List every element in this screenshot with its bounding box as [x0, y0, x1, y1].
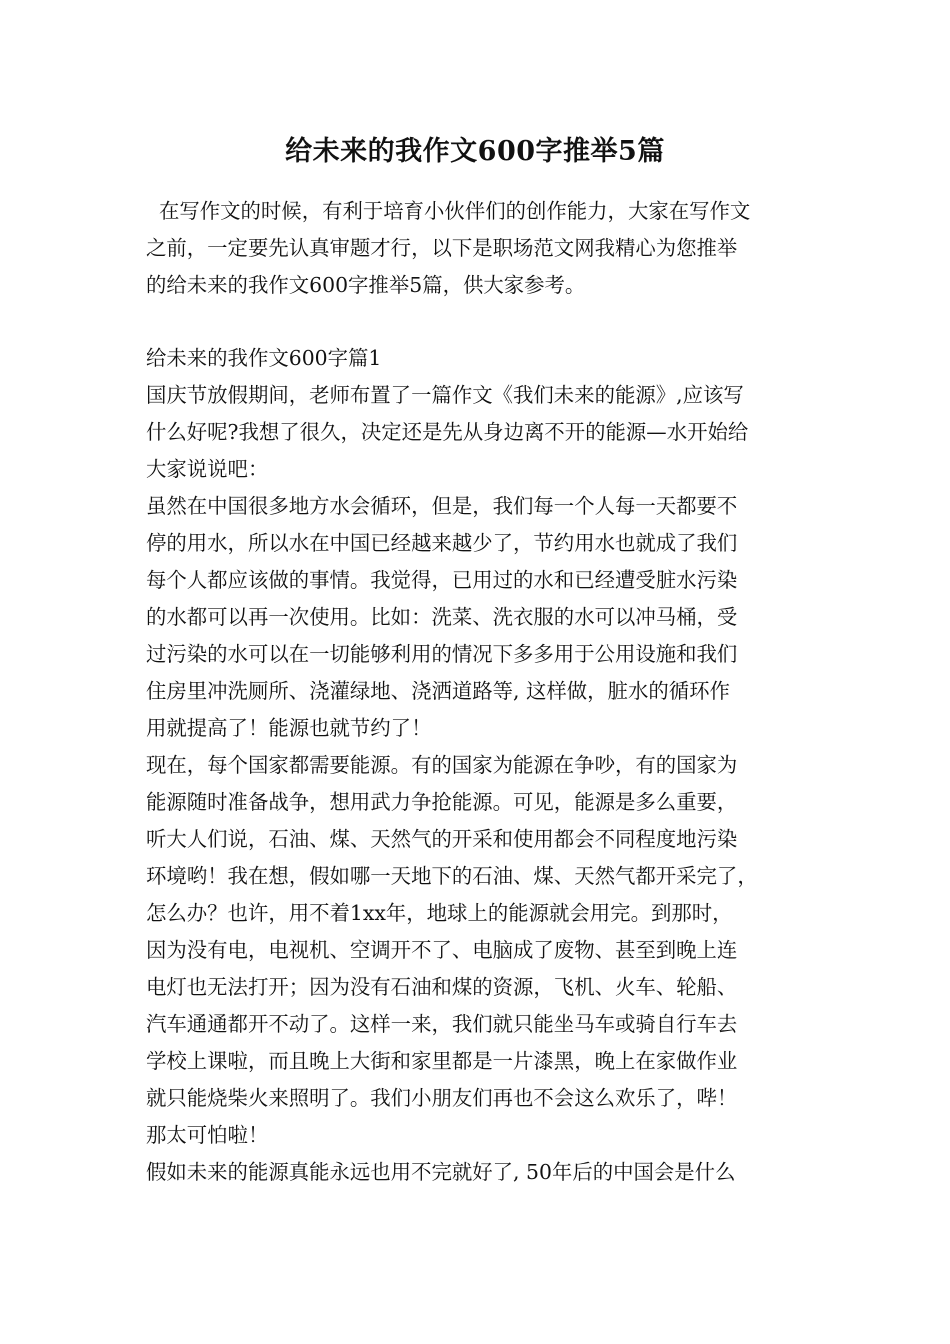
- body-line: 大家说说吧：: [146, 457, 269, 481]
- body-line: 停的用水，所以水在中国已经越来越少了，节约用水也就成了我们: [146, 531, 738, 555]
- body-line: 每个人都应该做的事情。我觉得，已用过的水和已经遭受脏水污染: [146, 568, 738, 592]
- body-line: 那太可怕啦！: [146, 1123, 269, 1147]
- body-line: 环境哟！我在想，假如哪一天地下的石油、煤、天然气都开采完了，: [146, 864, 758, 888]
- body-line: 的水都可以再一次使用。比如：洗菜、洗衣服的水可以冲马桶，受: [146, 605, 738, 629]
- intro-line: 在写作文的时候，有利于培育小伙伴们的创作能力，大家在写作文: [146, 199, 751, 223]
- body-line: 电灯也无法打开；因为没有石油和煤的资源，飞机、火车、轮船、: [146, 975, 738, 999]
- body-line: 因为没有电，电视机、空调开不了、电脑成了废物、甚至到晚上连: [146, 938, 738, 962]
- body-line: 就只能烧柴火来照明了。我们小朋友们再也不会这么欢乐了，哔！: [146, 1086, 738, 1110]
- body-line: 怎么办？也许，用不着1xx年，地球上的能源就会用完。到那时，: [146, 901, 733, 925]
- intro-paragraph: [146, 193, 826, 304]
- intro-line: 之前，一定要先认真审题才行，以下是职场范文网我精心为您推举: [146, 236, 738, 260]
- body-line: 住房里冲洗厕所、浇灌绿地、浇洒道路等, 这样做，脏水的循环作: [146, 679, 730, 703]
- essay-body: [146, 340, 826, 1191]
- body-line: 用就提高了！能源也就节约了！: [146, 716, 432, 740]
- body-line: 假如未来的能源真能永远也用不完就好了, 50年后的中国会是什么: [146, 1160, 736, 1184]
- body-line: 虽然在中国很多地方水会循环，但是，我们每一个人每一天都要不: [146, 494, 738, 518]
- section-heading: 给未来的我作文600字篇1: [146, 346, 382, 370]
- body-line: 听大人们说，石油、煤、天然气的开采和使用都会不同程度地污染: [146, 827, 738, 851]
- body-line: 什么好呢?我想了很久，决定还是先从身边离不开的能源—水开始给: [146, 420, 749, 444]
- body-line: 国庆节放假期间，老师布置了一篇作文《我们未来的能源》,应该写: [146, 383, 744, 407]
- body-line: 汽车通通都开不动了。这样一来，我们就只能坐马车或骑自行车去: [146, 1012, 738, 1036]
- body-line: 现在，每个国家都需要能源。有的国家为能源在争吵，有的国家为: [146, 753, 738, 777]
- document-title: 给未来的我作文600字推举5篇: [285, 136, 665, 167]
- body-line: 能源随时准备战争，想用武力争抢能源。可见，能源是多么重要，: [146, 790, 738, 814]
- intro-line: 的给未来的我作文600字推举5篇，供大家参考。: [146, 273, 586, 297]
- body-line: 学校上课啦，而且晚上大街和家里都是一片漆黑，晚上在家做作业: [146, 1049, 738, 1073]
- body-line: 过污染的水可以在一切能够利用的情况下多多用于公用设施和我们: [146, 642, 738, 666]
